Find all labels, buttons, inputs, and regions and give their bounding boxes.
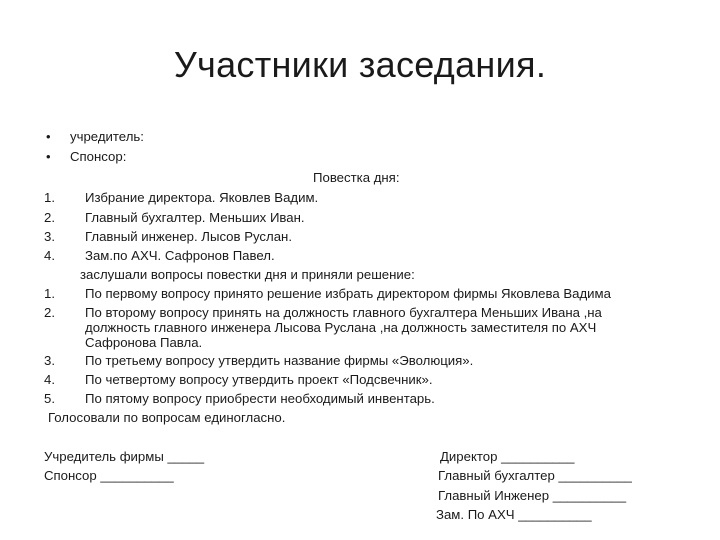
agenda-number: 2. <box>44 210 55 225</box>
agenda-number: 3. <box>44 229 55 244</box>
page-title: Участники заседания. <box>173 44 547 85</box>
bullet-icon: • <box>46 129 51 144</box>
agenda-number: 1. <box>44 190 55 205</box>
decision-text: Сафронова Павла. <box>85 335 203 350</box>
signature-deputy-ahch: Зам. По АХЧ __________ <box>436 507 592 522</box>
agenda-item: Главный инженер. Лысов Руслан. <box>85 229 293 244</box>
decision-text: По пятому вопросу приобрести необходимый инвентарь. <box>85 391 435 406</box>
decision-text: По второму вопросу принять на должность главного бухгалтера Меньших Ивана ,на <box>85 305 602 320</box>
decision-number: 5. <box>44 391 55 406</box>
decision-number: 3. <box>44 353 55 368</box>
decision-text: По третьему вопросу утвердить название фирмы «Эволюция». <box>85 353 474 368</box>
decision-text: должность главного инженера Лысова Руслана ,на должность заместителя по АХЧ <box>85 320 597 335</box>
agenda-heading: Повестка дня: <box>313 170 400 185</box>
decision-number: 4. <box>44 372 55 387</box>
agenda-item: Главный бухгалтер. Меньших Иван. <box>85 210 305 225</box>
decision-text: По первому вопросу принято решение избрать директором фирмы Яковлева Вадима <box>85 286 611 301</box>
signature-chief-accountant: Главный бухгалтер __________ <box>438 468 632 483</box>
participant-sponsor: Спонсор: <box>70 149 127 164</box>
agenda-item: Зам.по АХЧ. Сафронов Павел. <box>85 248 275 263</box>
decision-number: 2. <box>44 305 55 320</box>
signature-chief-engineer: Главный Инженер __________ <box>438 488 627 503</box>
signature-founder: Учредитель фирмы _____ <box>44 449 205 464</box>
agenda-number: 4. <box>44 248 55 263</box>
vote-line: Голосовали по вопросам единогласно. <box>48 410 286 425</box>
decision-number: 1. <box>44 286 55 301</box>
signature-sponsor: Спонсор __________ <box>44 468 174 483</box>
heard-line: заслушали вопросы повестки дня и приняли решение: <box>80 267 415 282</box>
participant-founder: учредитель: <box>70 129 144 144</box>
signature-director: Директор __________ <box>440 449 575 464</box>
agenda-item: Избрание директора. Яковлев Вадим. <box>85 190 319 205</box>
decision-text: По четвертому вопросу утвердить проект «Подсвечник». <box>85 372 433 387</box>
bullet-icon: • <box>46 149 51 164</box>
